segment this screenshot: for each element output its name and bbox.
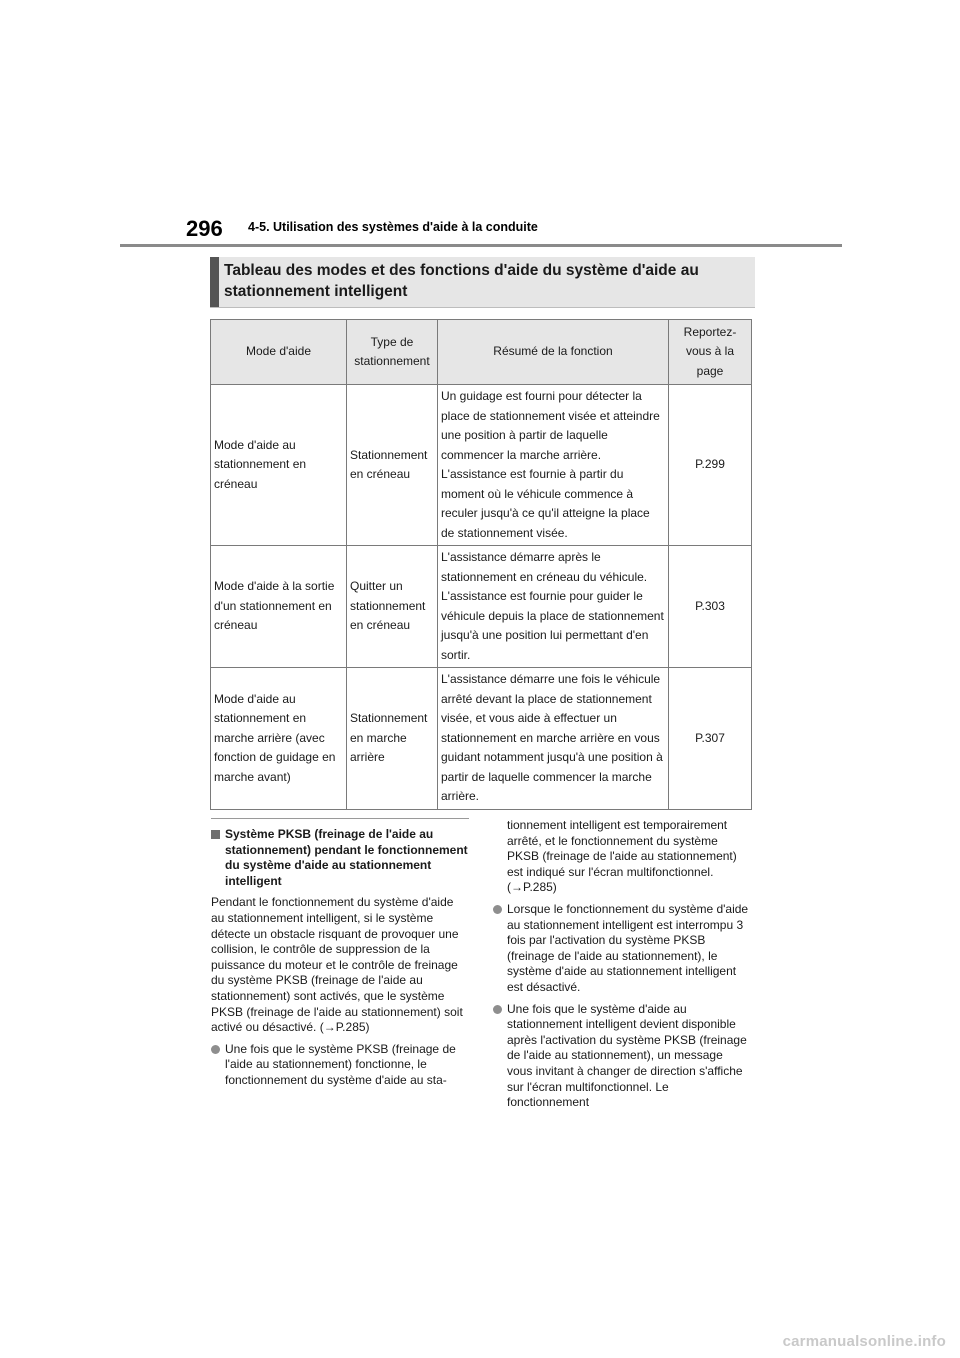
table-header-row (211, 320, 752, 385)
table-heading (210, 257, 755, 308)
pksb-subheading-text: Système PKSB (freinage de l'aide au stationnement) pendant le fonctionnement du système d'aide au stationnement intelligent (225, 827, 468, 888)
square-bullet-icon (211, 830, 220, 839)
bullet-dot-icon (211, 1045, 220, 1054)
cell-page-link[interactable]: P.307 (669, 668, 752, 810)
left-column (211, 818, 469, 1095)
cell-mode: Mode d'aide au stationnement en marche arrière (avec fonction de guidage en marche avant) (211, 668, 347, 810)
header-rule (120, 244, 842, 247)
modes-table (210, 319, 752, 810)
page-number: 296 (186, 216, 223, 241)
bullet-dot-icon (493, 905, 502, 914)
col-header-summary: Résumé de la fonction (438, 320, 669, 385)
cell-mode: Mode d'aide au stationnement en créneau (211, 385, 347, 546)
bullet-continuation: tionnement intelligent est temporairement arrêté, et le fonctionnement du système PKSB (freinage de l'aide au stationnement) est indiqué sur l'écran multifonctionnel. (→P.285) (507, 818, 737, 895)
bullet-item (493, 1002, 751, 1111)
bullet-dot-icon (493, 1005, 502, 1014)
bullet-text: Une fois que le système d'aide au stationnement intelligent devient disponible après l'activation du système PKSB (freinage de l'aide au stationnement), un message vous invitant à changer de direction s'affiche sur l'écran multifonctionnel. Le fonctionnement (507, 1001, 747, 1110)
cell-summary: L'assistance démarre après le stationnement en créneau du véhicule. L'assistance est fournie pour guider le véhicule depuis la place de stationnement jusqu'à une position lui permettant d'en sortir. (438, 546, 669, 668)
col-header-type: Type de stationnement (347, 320, 438, 385)
cell-summary: Un guidage est fourni pour détecter la place de stationnement visée et atteindre une position à partir de laquelle commencer la marche arrière. L'assistance est fournie à partir du moment où le véhicule commence à reculer jusqu'à ce qu'il atteigne la place de stationnement visée. (438, 385, 669, 546)
table-heading-text: Tableau des modes et des fonctions d'aide du système d'aide au stationnement intelligent (224, 262, 699, 300)
watermark: carmanualsonline.info (782, 1333, 946, 1350)
cell-mode: Mode d'aide à la sortie d'un stationnement en créneau (211, 546, 347, 668)
cell-page-link[interactable]: P.299 (669, 385, 752, 546)
bullet-item (493, 902, 751, 996)
cell-summary: L'assistance démarre une fois le véhicule arrêté devant la place de stationnement visée, et vous aide à effectuer un stationnement en marche arrière en vous guidant notamment jusqu'à une position à partir de laquelle commencer la marche arrière. (438, 668, 669, 810)
heading-accent-bar (210, 257, 219, 307)
cell-type: Stationnement en marche arrière (347, 668, 438, 810)
pksb-paragraph: Pendant le fonctionnement du système d'aide au stationnement intelligent, si le système détecte un obstacle risquant de provoquer une collision, le contrôle de suppression de la puissance du moteur et le contrôle de freinage du système PKSB (freinage de l'aide au stationnement) sont activés, que le système PKSB (freinage de l'aide au stationnement) soit activé ou désactivé. (→P.285) (211, 895, 463, 1035)
bullet-text: Lorsque le fonctionnement du système d'aide au stationnement intelligent est interrompu 3 fois par l'activation du système PKSB (freinage de l'aide au stationnement), le système d'aide au stationnement intelligent est désactivé. (507, 901, 749, 994)
col-header-page: Reportez-vous à la page (669, 320, 752, 385)
table-row (211, 385, 752, 546)
col-header-mode: Mode d'aide (211, 320, 347, 385)
bullet-item (211, 1042, 469, 1089)
section-title: 4-5. Utilisation des systèmes d'aide à la conduite (248, 220, 538, 234)
cell-type: Stationnement en créneau (347, 385, 438, 546)
table-row (211, 668, 752, 810)
cell-type: Quitter un stationnement en créneau (347, 546, 438, 668)
cell-page-link[interactable]: P.303 (669, 546, 752, 668)
bullet-text: Une fois que le système PKSB (freinage de l'aide au stationnement) fonctionne, le fonctionnement du système d'aide au sta- (225, 1041, 456, 1087)
table-row (211, 546, 752, 668)
right-column (493, 818, 751, 1117)
pksb-subheading (211, 818, 469, 889)
